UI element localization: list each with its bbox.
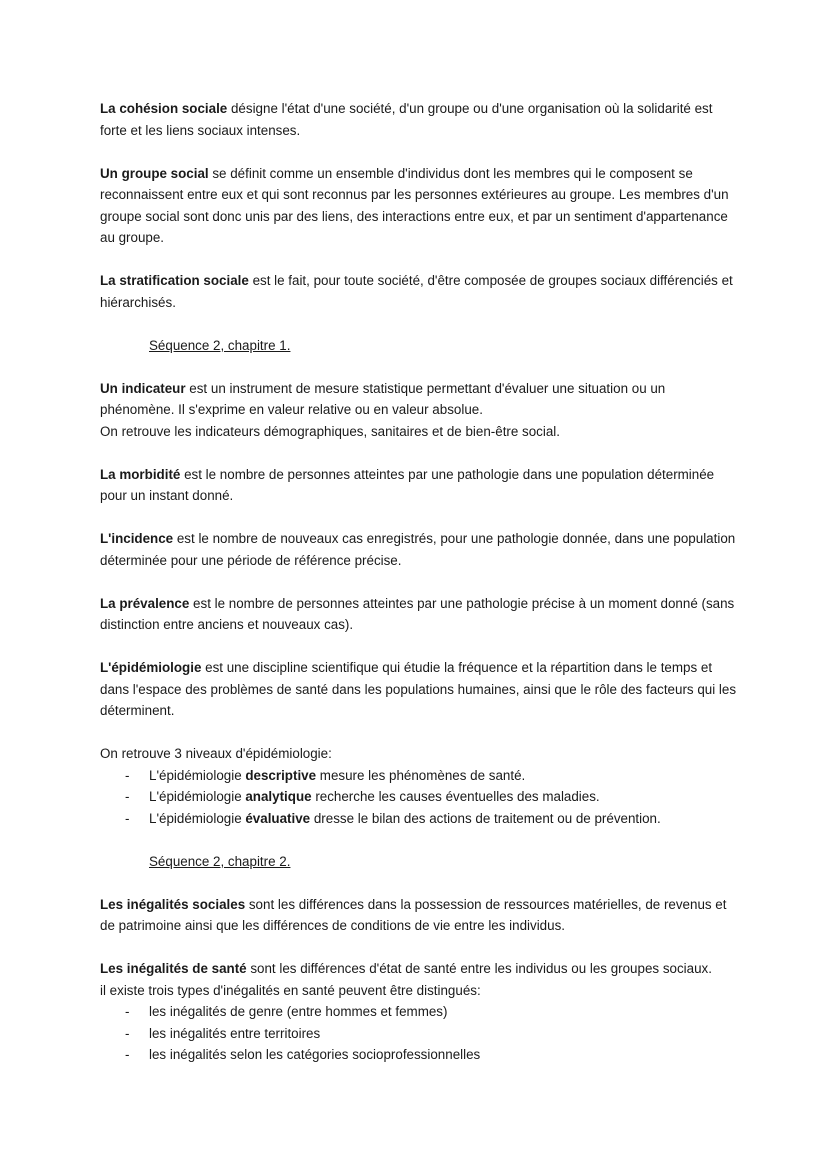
dash-bullet: - <box>125 789 130 804</box>
list-item: - L'épidémiologie évaluative dresse le bilan des actions de traitement ou de prévention. <box>100 808 740 830</box>
dash-bullet: - <box>125 1004 130 1019</box>
dash-bullet: - <box>125 767 130 783</box>
term: La stratification sociale <box>100 273 249 288</box>
definition-text: est le fait, pour toute société, d'être composée de groupes sociaux différenciés et hiérarchisés. <box>100 273 733 310</box>
indicateur-types-line: On retrouve les indicateurs démographiques, sanitaires et de bien-être social. <box>100 423 560 439</box>
document-page <box>100 98 740 1066</box>
list-item: - les inégalités selon les catégories socioprofessionnelles <box>100 1044 740 1066</box>
term: L'épidémiologie <box>100 660 202 675</box>
term: Un groupe social <box>100 165 209 181</box>
definition-groupe-social <box>100 163 740 249</box>
definition-inegalites-sante <box>100 958 740 980</box>
term: L'incidence <box>100 531 174 546</box>
definition-epidemiologie <box>100 657 740 722</box>
definition-text: sont les différences dans la possession de ressources matérielles, de revenus et de patrimoine ainsi que les différences de conditions de vie entre les individus. <box>100 896 727 933</box>
definition-prevalence <box>100 593 740 636</box>
list-item: - L'épidémiologie analytique recherche les causes éventuelles des maladies. <box>100 786 740 808</box>
definition-inegalites-sociales <box>100 894 740 937</box>
definition-indicateur <box>100 378 740 421</box>
definition-text: est le nombre de personnes atteintes par une pathologie précise à un moment donné (sans distinction entre anciens et nouveaux cas). <box>100 595 735 632</box>
definition-morbidite <box>100 464 740 507</box>
dash-bullet: - <box>125 1047 130 1062</box>
term: Un indicateur <box>100 380 186 396</box>
definition-text: se définit comme un ensemble d'individus dont les membres qui le composent se reconnaissent entre eux et qui sont reconnus par les personnes extérieures au groupe. Les membres d'un groupe social sont donc unis par des liens, des interactions entre eux, et par un sentiment d'appartenance au groupe. <box>100 165 729 245</box>
definition-stratification-sociale <box>100 270 740 313</box>
definition-text: sont les différences d'état de santé entre les individus ou les groupes sociaux. <box>246 961 712 976</box>
niveaux-list <box>100 765 740 830</box>
inegalites-types-list <box>100 1001 740 1066</box>
definition-text: désigne l'état d'une société, d'un groupe ou d'une organisation où la solidarité est forte et les liens sociaux intenses. <box>100 101 713 138</box>
section-heading-seq2-ch1: Séquence 2, chapitre 1. <box>149 337 291 353</box>
term: La morbidité <box>100 466 181 482</box>
inegalites-types-intro: il existe trois types d'inégalités en santé peuvent être distingués: <box>100 982 481 998</box>
definition-cohesion-sociale <box>100 98 740 141</box>
dash-bullet: - <box>125 810 130 826</box>
section-heading-seq2-ch2: Séquence 2, chapitre 2. <box>149 853 291 869</box>
list-item: - les inégalités de genre (entre hommes et femmes) <box>100 1001 740 1023</box>
list-item: - les inégalités entre territoires <box>100 1023 740 1045</box>
definition-text: est le nombre de personnes atteintes par une pathologie dans une population déterminée pour un instant donné. <box>100 466 715 503</box>
definition-text: est une discipline scientifique qui étudie la fréquence et la répartition dans le temps et dans l'espace des problèmes de santé dans les populations humaines, ainsi que le rôle des facteurs qui les déterminent. <box>100 660 737 718</box>
term: La cohésion sociale <box>100 101 228 116</box>
term: La prévalence <box>100 595 190 611</box>
definition-text: est le nombre de nouveaux cas enregistrés, pour une pathologie donnée, dans une population déterminée pour une période de référence précise. <box>100 531 736 568</box>
definition-incidence <box>100 528 740 571</box>
niveaux-intro: On retrouve 3 niveaux d'épidémiologie: <box>100 746 332 761</box>
term: Les inégalités sociales <box>100 896 246 912</box>
list-item: - L'épidémiologie descriptive mesure les phénomènes de santé. <box>100 765 740 787</box>
dash-bullet: - <box>125 1025 130 1041</box>
term: Les inégalités de santé <box>100 961 247 976</box>
definition-text: est un instrument de mesure statistique permettant d'évaluer une situation ou un phénomène. Il s'exprime en valeur relative ou en valeur absolue. <box>100 380 666 417</box>
